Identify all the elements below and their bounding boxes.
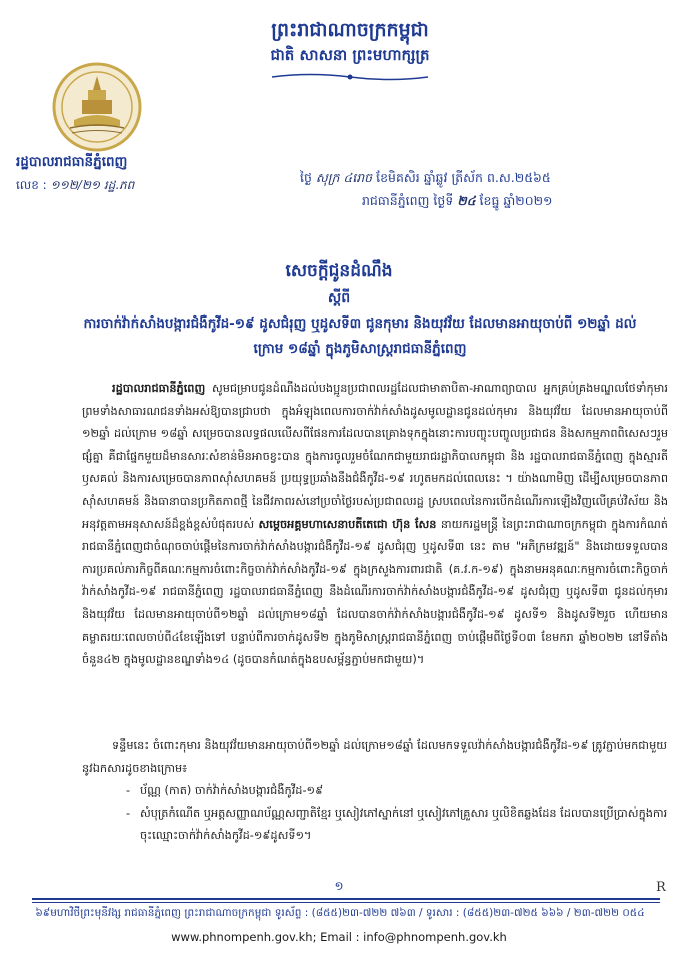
- reference-prefix: លេខ :: [16, 178, 47, 192]
- solar-date-rest: ខែធ្នូ ឆ្នាំ២០២១: [479, 193, 553, 208]
- body-lead: រដ្ឋបាលរាជធានីភ្នំពេញ: [112, 382, 206, 395]
- body-paragraph-1: [82, 378, 668, 672]
- side-mark: R: [656, 880, 666, 895]
- requirements-section: [82, 735, 668, 848]
- prime-minister-name: សម្តេចអគ្គមហាសេនាបតីតេជោ ហ៊ុន សែន: [258, 517, 437, 531]
- lunar-date-handwritten: សុក្រ ៤រោច: [315, 170, 373, 185]
- lunar-date: [300, 170, 668, 189]
- list-item: - សំបុត្រកំណើត ឬអត្តសញ្ញាណប័ណ្ណសញ្ជាតិខ្មែរ ឬសៀវភៅស្នាក់នៅ ឬសៀវភៅគ្រួសារ ឬលិខិតឆ្លងដែន ដែលបានប្រើប្រាស់ក្នុងការចុះឈ្មោះចាក់វ៉ាក់សាំងកូវីដ-១៩ដូសទី១។: [140, 803, 668, 848]
- footer-address: ៦៩មហាវិថីព្រះមុនីវង្ស រាជធានីភ្នំពេញ ព្រះរាជាណាចក្រកម្ពុជា ទូរស័ព្ទ : (៨៥៥)២៣-៧២២ ៧៦៣ / ទូរសារ : (៨៥៥)២៣-៧២៥ ៦៦៦ / ២៣-៧២២ ០៥៤: [35, 907, 645, 919]
- notice-body: [82, 378, 668, 672]
- reference-number: [16, 177, 134, 195]
- lunar-date-rest: ខែមិគសិរ ឆ្នាំឆ្លូវ ត្រីស័ក ព.ស.២៥៦៥: [376, 170, 551, 185]
- kingdom-heading: ព្រះរាជាណាចក្រកម្ពុជា: [271, 19, 429, 41]
- solar-date: [362, 193, 672, 212]
- body-paragraph-1-a: សូមជម្រាបជូនដំណឹងដល់បងប្អូនប្រជាពលរដ្ឋដែលជាមាតាបិតា-អាណាព្យាបាល អ្នកគ្រប់គ្រងមណ្ឌលថែទាំកុមារ ព្រមទាំងសាធារណជនទាំងអស់ឱ្យបានជ្រាបថា ក្នុងអំឡុងពេលការចាក់វ៉ាក់សាំងដូសមូលដ្ឋានជូនដល់កុមារ និងយុវវ័យ ដែលមានអាយុចាប់ពី ១២ឆ្នាំ ដល់ក្រោម ១៨ឆ្នាំ សម្រេចបានលទ្ធផលលើសពីផែនការដែលបានគ្រោងទុកក្នុងនោះការបញ្ចុះបញ្ចូលប្រជាជន និងសកម្មភាពពិសេសៗរួមផ្សំគ្នា គឺជាផ្នែកមួយដ៏មានសារៈសំខាន់មិនអាចខ្វះបាន ក្នុងការចូលរួមចំណែកជាមួយរាជរដ្ឋាភិបាលកម្ពុជា និង រដ្ឋបាលរាជធានីភ្នំពេញ ក្នុងស្មារតីឫសគល់ និងការសម្រេចបានភាពស៊ាំសហគមន៍ ប្រយុទ្ធប្រឆាំងនឹងជំងឺកូវីដ-១៩ រហូតមកដល់ពេលនេះ ។ យ៉ាងណាមិញ ដើម្បីសម្រេចបានភាពស៊ាំសហគមន៍ និងធានាបានប្រកិតភាពថ្មី នៃជីវភាពរស់នៅប្រចាំថ្ងៃរបស់ប្រជាពលរដ្ឋ ស្របពេលនៃការបើកដំណើរការឡើងវិញលើគ្រប់វិស័យ និងអនុវត្តតាមអនុសាសន៍ដ៏ខ្ពង់ខ្ពស់បំផុតរបស់: [82, 382, 668, 531]
- list-item: - ប័ណ្ណ (កាត) ចាក់វ៉ាក់សាំងបង្ការជំងឺកូវីដ-១៩: [140, 780, 668, 803]
- body-paragraph-1-b: នាយករដ្ឋមន្ត្រី នៃព្រះរាជាណាចក្រកម្ពុជា ក្នុងការកំណត់រាជធានីភ្នំពេញជាចំណុចចាប់ផ្តើមនៃការចាក់វ៉ាក់សាំងបង្ការជំងឺកូវីដ-១៩ ដូសជំរុញ ឬដូសទី៣ នេះ តាម "អភិក្រមវឌ្ឍន៍" និងដោយទទួលបានការប្រគល់ភារកិច្ចពីគណៈកម្មការចំពោះកិច្ចចាក់វ៉ាក់សាំងកូវីដ-១៩ ក្នុងក្រសួងការពារជាតិ (គ.វ.ក-១៩) ក្នុងនាមអនុគណៈកម្មការចំពោះកិច្ចចាក់វ៉ាក់សាំងកូវីដ-១៩ រាជធានីភ្នំពេញ រដ្ឋបាលរាជធានីភ្នំពេញ នឹងដំណើរការចាក់វ៉ាក់សាំងបង្ការជំងឺកូវីដ-១៩ ដូសជំរុញ ឬដូសទី៣ ជូនដល់កុមារ និងយុវវ័យ ដែលមានអាយុចាប់ពី១២ឆ្នាំ ដល់ក្រោម១៨ឆ្នាំ ដែលបានចាក់វ៉ាក់សាំងបង្ការជំងឺកូវីដ-១៩ ដូសទី១ និងដូសទី២រួច ហើយមានគម្លាតរយៈពេលចាប់ពី៤ខែឡើងទៅ បន្ទាប់ពីការចាក់ដូសទី២ ក្នុងភូមិសាស្ត្ររាជធានីភ្នំពេញ ចាប់ផ្តើមពីថ្ងៃទី០៣ ខែមករា ឆ្នាំ២០២២ នៅទីតាំងចំនួន៤២ ក្នុងមូលដ្ឋានខណ្ឌទាំង១៤ (ដូចបានកំណត់ក្នុងឧបសម្ព័ន្ធភ្ជាប់មកជាមួយ)។: [82, 517, 668, 667]
- website-link[interactable]: www.phnompenh.gov.kh: [171, 930, 313, 944]
- issuer-name: រដ្ឋបាលរាជធានីភ្នំពេញ: [16, 154, 128, 170]
- national-motto: ជាតិ សាសនា ព្រះមហាក្សត្រ: [270, 46, 430, 64]
- requirements-list: [82, 780, 668, 848]
- footer-divider-thin: [32, 902, 660, 903]
- solar-date-day: ២៤: [457, 193, 476, 208]
- solar-date-prefix: រាជធានីភ្នំពេញ ថ្ងៃទី: [362, 193, 454, 208]
- footer-contact: [0, 930, 678, 944]
- page-number: ១: [334, 879, 344, 893]
- footer-divider: [32, 898, 660, 900]
- notice-subject: ការចាក់វ៉ាក់សាំងបង្ការជំងឺកូវីដ-១៩ ដូសជំរុញ ឬដូសទី៣ ជូនកុមារ និងយុវវ័យ ដែលមានអាយុចាប់ពី ១២ឆ្នាំ ដល់ក្រោម ១៨ឆ្នាំ ក្នុងភូមិសាស្ត្ររាជធានីភ្នំពេញ: [83, 316, 637, 357]
- reference-value: ១១២/២១ រដ្ឋ.ភព: [50, 178, 135, 192]
- body-paragraph-2: ទន្ទឹមនេះ ចំពោះកុមារ និងយុវវ័យមានអាយុចាប់ពី១២ឆ្នាំ ដល់ក្រោម១៨ឆ្នាំ ដែលមកទទួលវ៉ាក់សាំងបង្ការជំងឺកូវីដ-១៩ ត្រូវភ្ជាប់មកជាមួយនូវឯកសារដូចខាងក្រោម៖: [82, 739, 667, 775]
- document-type-title: សេចក្តីជូនដំណឹង: [285, 261, 393, 281]
- ornament-divider: [270, 72, 430, 82]
- about-label: ស្តីពី: [327, 290, 351, 306]
- lunar-date-prefix: ថ្ងៃ: [300, 170, 312, 185]
- email-link[interactable]: ; Email : info@phnompenh.gov.kh: [312, 930, 507, 944]
- phnom-penh-seal-logo: [52, 62, 142, 152]
